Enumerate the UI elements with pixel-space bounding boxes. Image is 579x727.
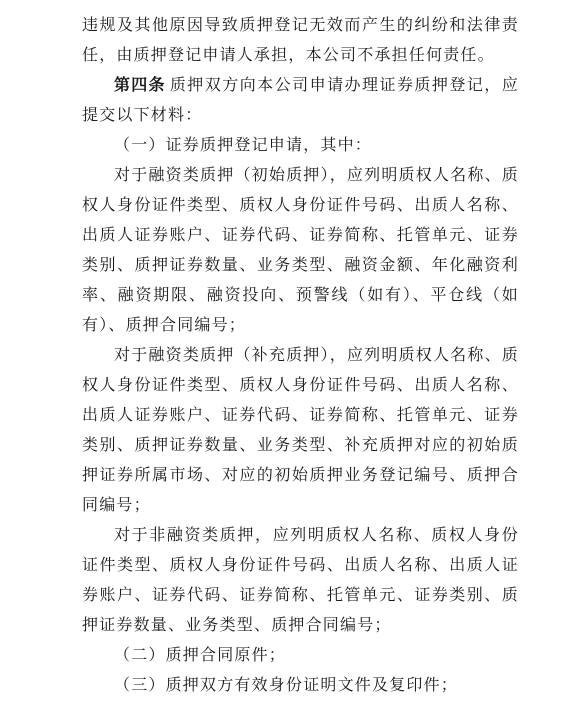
article-four <box>82 70 519 130</box>
list-item-3: （三）质押双方有效身份证明文件及复印件； <box>114 675 459 694</box>
paragraph-continuation: 违规及其他原因导致质押登记无效而产生的纠纷和法律责任，由质押登记申请人承担，本公司不承担任何责任。 <box>82 15 519 64</box>
list-item-1: （一）证券质押登记申请，其中： <box>114 135 373 154</box>
paragraph-supplement-pledge: 对于融资类质押（补充质押），应列明质权人名称、质权人身份证件类型、质权人身份证件号码、出质人名称、出质人证券账户、证券代码、证券简称、托管单元、证券类别、质押证券数量、业务类型、补充质押对应的初始质押证券所属市场、对应的初始质押业务登记编号、质押合同编号； <box>82 345 519 514</box>
article-text: 质押双方向本公司申请办理证券质押登记，应提交以下材料： <box>82 75 519 124</box>
article-number: 第四条 <box>114 75 166 94</box>
paragraph-nonfinance-pledge: 对于非融资类质押，应列明质权人名称、质权人身份证件类型、质权人身份证件号码、出质人名称、出质人证券账户、证券代码、证券简称、托管单元、证券类别、质押证券数量、业务类型、质押合同编号； <box>82 525 519 634</box>
list-item-2: （二）质押合同原件； <box>114 645 287 664</box>
paragraph-initial-pledge: 对于融资类质押（初始质押），应列明质权人名称、质权人身份证件类型、质权人身份证件号码、出质人名称、出质人证券账户、证券代码、证券简称、托管单元、证券类别、质押证券数量、业务类型、融资金额、年化融资利率、融资期限、融资投向、预警线（如有）、平仓线（如有）、质押合同编号； <box>82 165 519 334</box>
